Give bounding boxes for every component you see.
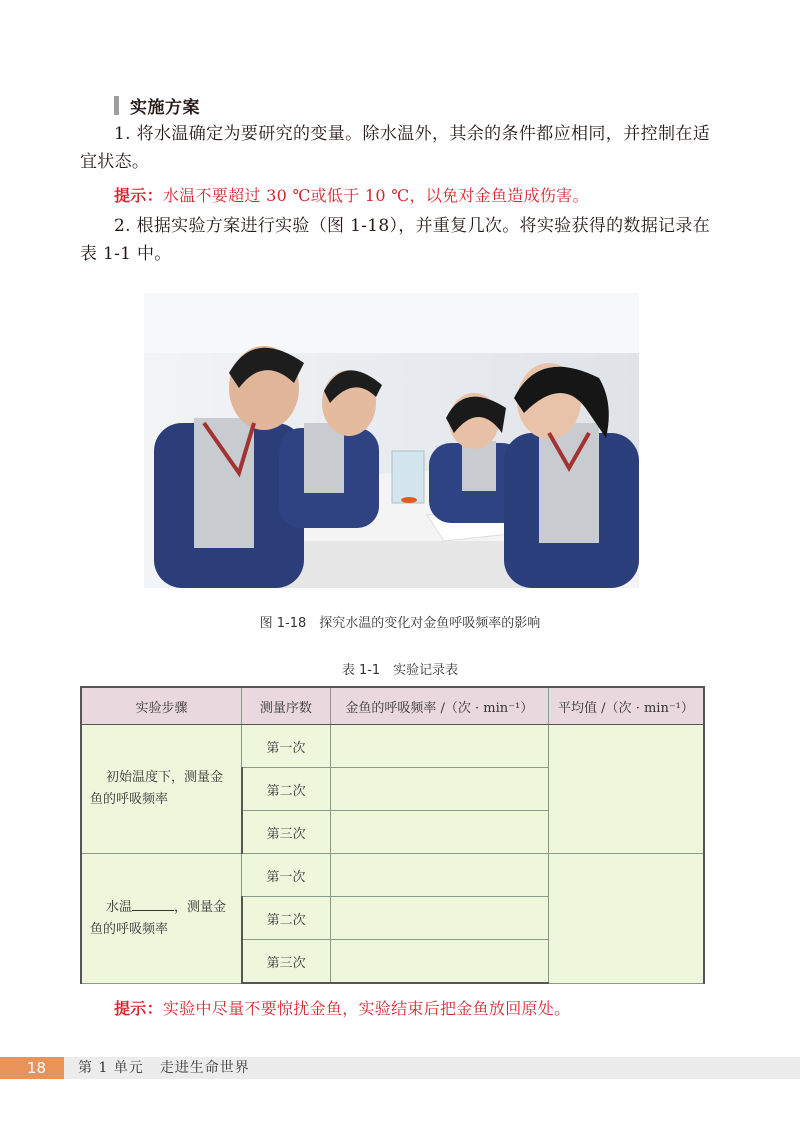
trial-label: 第二次 xyxy=(242,768,331,811)
section-heading xyxy=(114,93,200,118)
table-row xyxy=(81,725,704,768)
frequency-cell xyxy=(330,768,548,811)
paragraph-1 xyxy=(80,120,710,176)
frequency-cell xyxy=(330,897,548,940)
paragraph-1-text: 1. 将水温确定为要研究的变量。除水温外，其余的条件都应相同，并控制在适宜状态。 xyxy=(80,124,710,172)
header-step: 实验步骤 xyxy=(81,687,242,725)
tip-handle-goldfish xyxy=(114,996,570,1019)
footer-unit-title: 走进生命世界 xyxy=(159,1060,250,1076)
table-row xyxy=(81,854,704,897)
fill-in-blank xyxy=(132,896,174,911)
figure-caption: 图 1-18 探究水温的变化对金鱼呼吸频率的影响 xyxy=(259,616,541,631)
paragraph-2 xyxy=(80,212,710,268)
table-header-row xyxy=(81,687,704,725)
step-1-text-a: 初始温度下，测量金 xyxy=(106,770,224,785)
step-initial-temperature xyxy=(81,725,242,854)
experiment-photo xyxy=(144,293,639,588)
trial-label: 第三次 xyxy=(242,811,331,854)
step-changed-temperature xyxy=(81,854,242,984)
tip-1-text: 水温不要超过 30 ℃或低于 10 ℃，以免对金鱼造成伤害。 xyxy=(162,186,589,205)
experiment-record-table xyxy=(80,686,705,984)
frequency-cell xyxy=(330,940,548,984)
section-title: 实施方案 xyxy=(130,98,200,118)
header-frequency: 金鱼的呼吸频率 /（次 · min⁻¹） xyxy=(330,687,548,725)
tip-1-label: 提示： xyxy=(114,186,163,205)
trial-label: 第三次 xyxy=(242,940,331,984)
trial-label: 第二次 xyxy=(242,897,331,940)
tip-water-temperature xyxy=(114,183,589,206)
tip-2-text: 实验中尽量不要惊扰金鱼，实验结束后把金鱼放回原处。 xyxy=(162,999,571,1018)
paragraph-2-text: 2. 根据实验方案进行实验（图 1-18），并重复几次。将实验获得的数据记录在表 1-1 中。 xyxy=(80,216,710,264)
table-caption: 表 1-1 实验记录表 xyxy=(341,663,459,678)
trial-label: 第一次 xyxy=(242,854,331,897)
average-cell xyxy=(548,854,704,984)
header-trial: 测量序数 xyxy=(242,687,331,725)
footer-unit-label: 第 1 单元 xyxy=(78,1060,144,1076)
step-2-text-pre: 水温 xyxy=(106,899,133,915)
frequency-cell xyxy=(330,725,548,768)
frequency-cell xyxy=(330,854,548,897)
average-cell xyxy=(548,725,704,854)
students-experiment-illustration xyxy=(144,293,639,588)
tip-2-label: 提示： xyxy=(114,999,163,1018)
heading-bar-marker xyxy=(114,96,119,115)
header-average: 平均值 /（次 · min⁻¹） xyxy=(548,687,704,725)
step-2-text-post: ，测量金 xyxy=(174,899,227,915)
step-2-text-b: 鱼的呼吸频率 xyxy=(90,921,169,937)
step-1-text-b: 鱼的呼吸频率 xyxy=(90,792,169,807)
footer-unit xyxy=(78,1057,250,1079)
frequency-cell xyxy=(330,811,548,854)
page-number: 18 xyxy=(0,1057,64,1079)
trial-label: 第一次 xyxy=(242,725,331,768)
